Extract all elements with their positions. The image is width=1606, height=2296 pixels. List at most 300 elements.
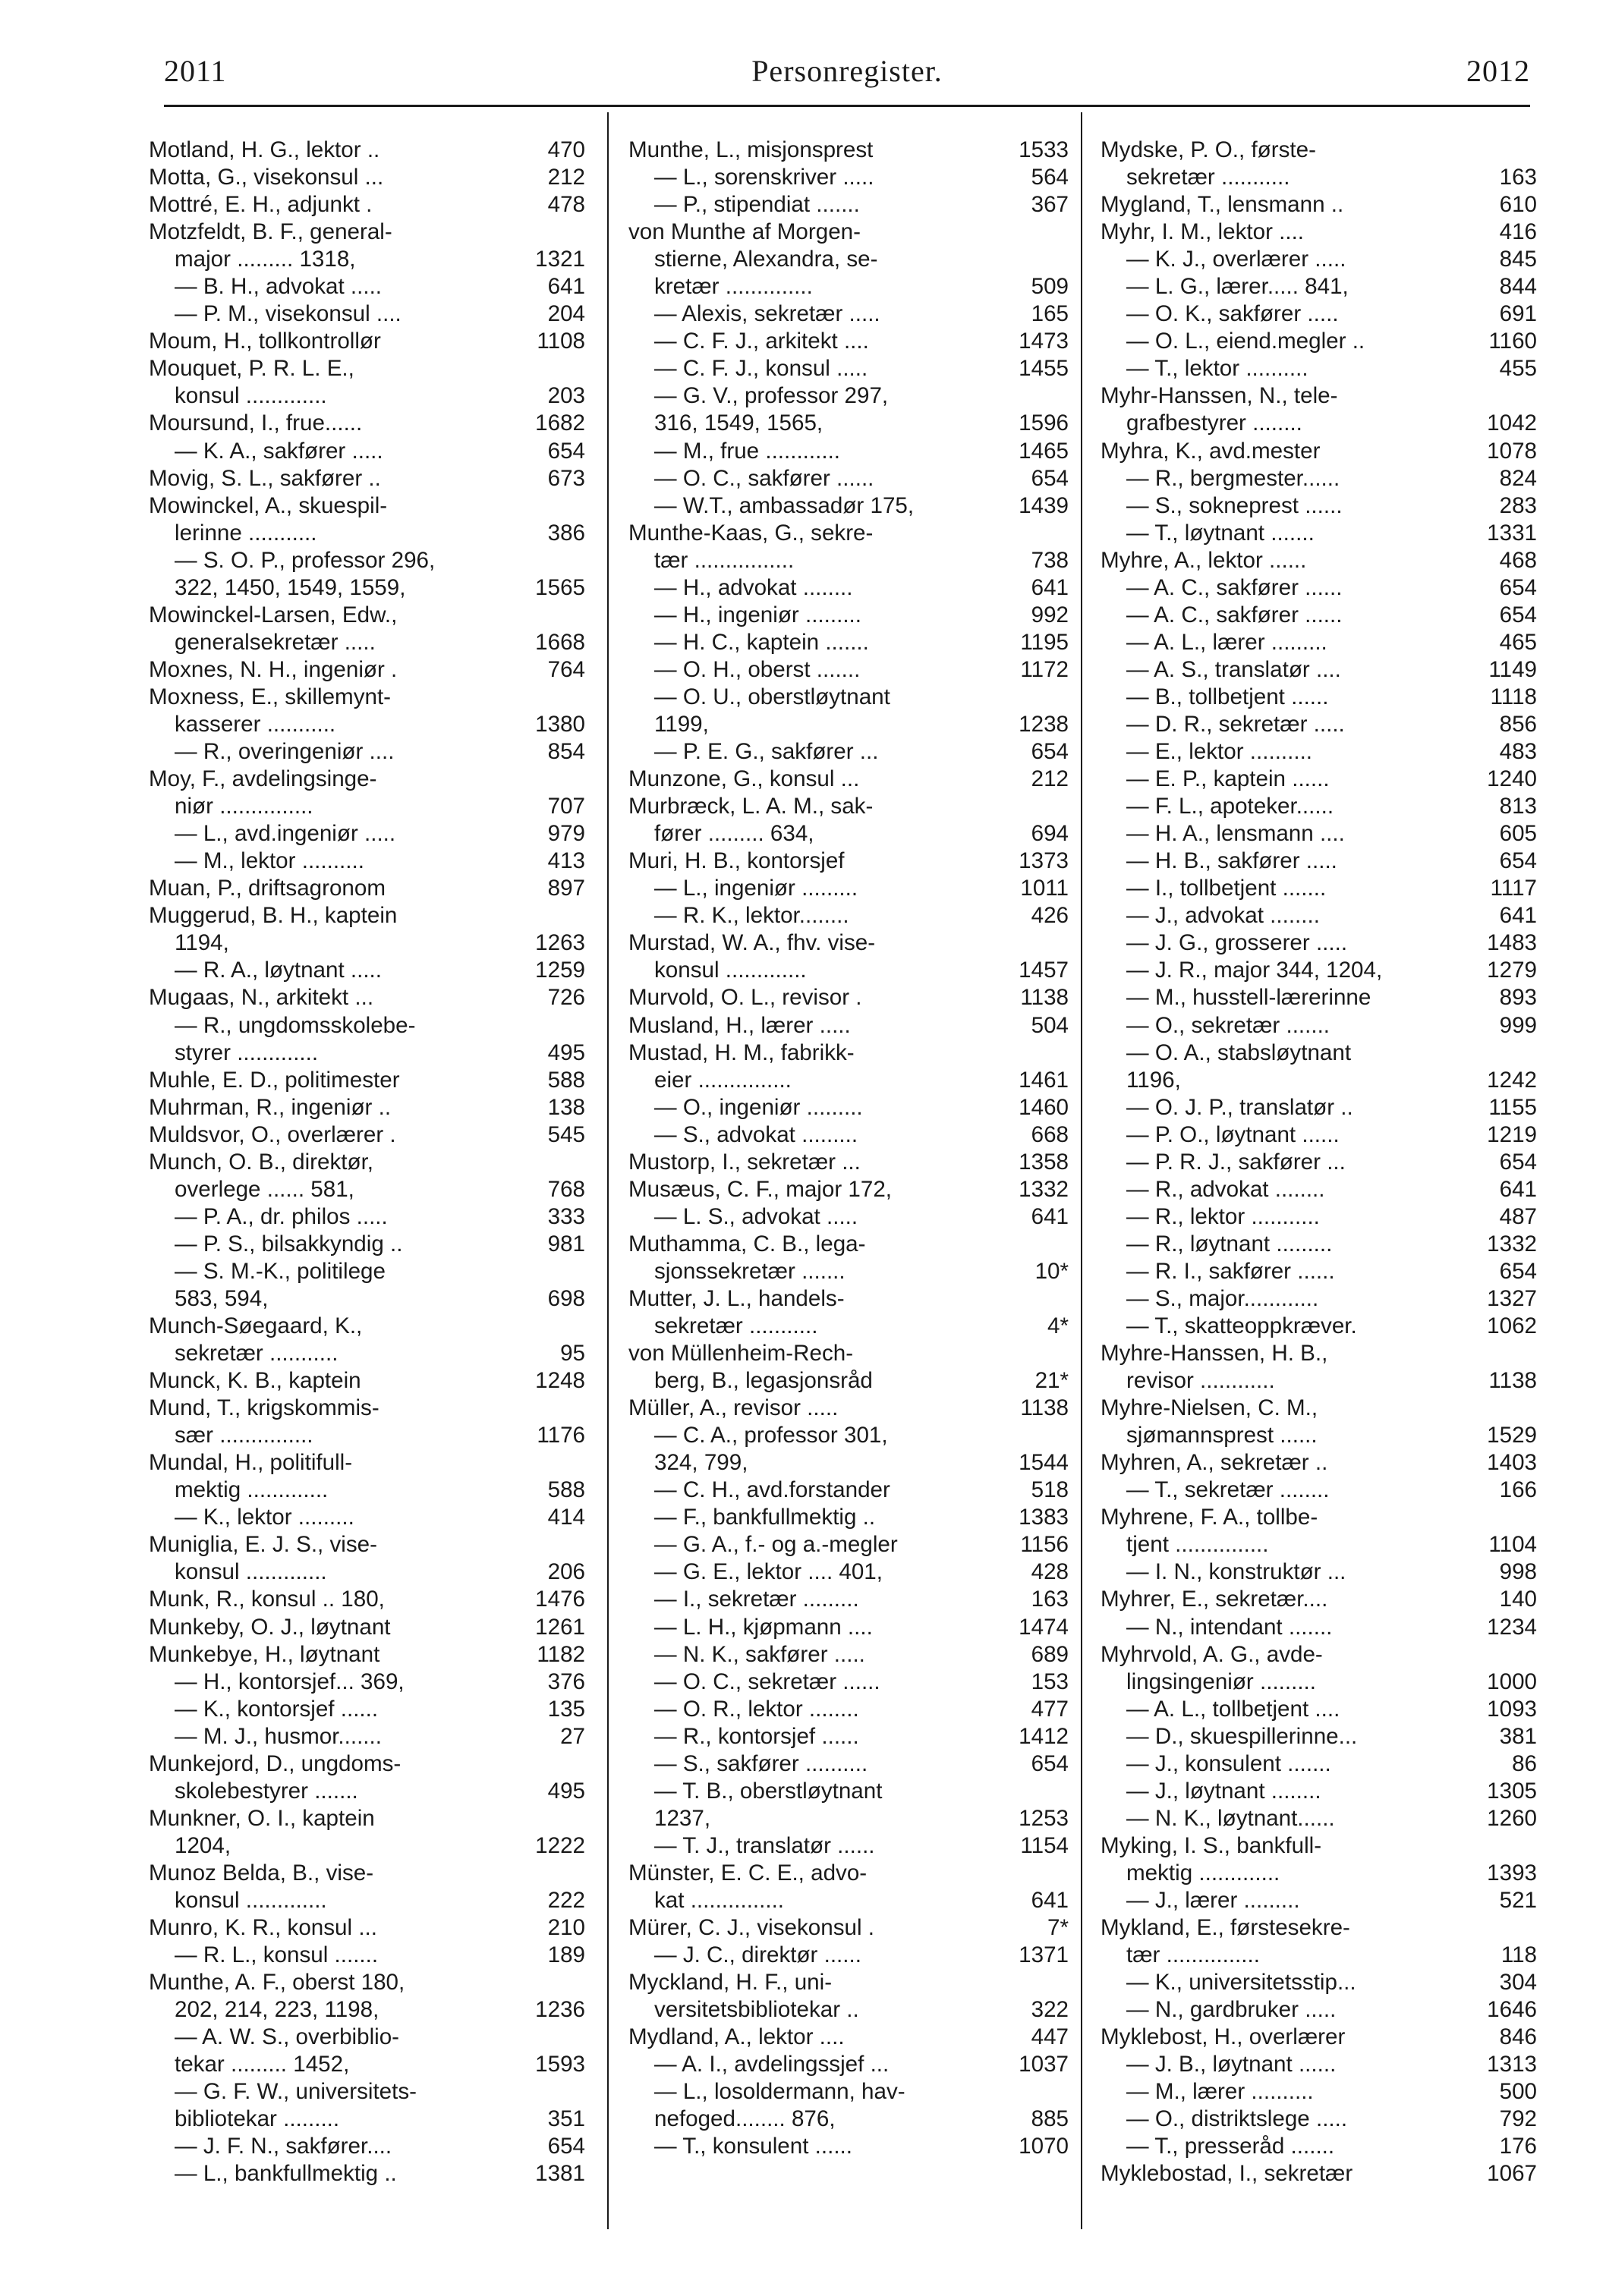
entry-page-number: 206 — [547, 1559, 585, 1585]
entry-page-number: 981 — [547, 1231, 585, 1257]
register-entry — [628, 629, 1069, 656]
register-entry — [628, 738, 1069, 766]
header-rule — [164, 105, 1530, 107]
entry-page-number — [1063, 1969, 1069, 1996]
register-entry — [149, 1367, 585, 1395]
entry-text: — P. E. G., sakfører ... — [654, 739, 879, 765]
register-entry — [1101, 656, 1537, 684]
entry-page-number: 654 — [1031, 739, 1069, 765]
register-entry — [1101, 300, 1537, 328]
entry-text: Mydske, P. O., første- — [1101, 137, 1316, 162]
register-entry — [628, 1094, 1069, 1121]
entry-text: — A. C., sakfører ...... — [1126, 602, 1343, 627]
entry-page-number: 1067 — [1487, 2161, 1537, 2187]
register-entry — [628, 1477, 1069, 1504]
register-entry — [628, 1887, 1069, 1914]
entry-page-number: 1117 — [1490, 876, 1537, 901]
entry-page-number: 668 — [1031, 1121, 1069, 1147]
entry-page-number: 1138 — [1488, 1368, 1537, 1394]
entry-page-number: 654 — [1499, 1149, 1537, 1175]
entry-text: — R., bergmester...... — [1126, 465, 1340, 491]
entry-text: — O. A., stabsløytnant — [1126, 1039, 1352, 1065]
entry-page-number — [1063, 2078, 1069, 2106]
register-entry — [149, 1641, 585, 1669]
register-entry — [149, 1422, 585, 1449]
entry-page-number — [579, 492, 585, 520]
entry-page-number: 1439 — [1019, 492, 1069, 518]
entry-text: revisor ............ — [1126, 1368, 1275, 1394]
entry-text: — O. C., sekretær ...... — [654, 1669, 880, 1694]
entry-text: Myking, I. S., bankfull- — [1101, 1832, 1322, 1858]
register-entry — [149, 1012, 585, 1039]
register-entry — [628, 766, 1069, 793]
entry-page-number: 483 — [1499, 739, 1537, 765]
entry-text: — I., sekretær ......... — [654, 1587, 859, 1612]
entry-text: Myhra, K., avd.mester — [1101, 438, 1321, 464]
entry-page-number: 210 — [547, 1915, 585, 1941]
entry-page-number: 654 — [1499, 602, 1537, 627]
entry-page-number: 654 — [1031, 1750, 1069, 1776]
entry-page-number: 654 — [1499, 1258, 1537, 1284]
entry-page-number: 1460 — [1019, 1094, 1069, 1120]
entry-text: Myhrer, E., sekretær.... — [1101, 1587, 1328, 1612]
entry-page-number: 283 — [1499, 492, 1537, 518]
register-entry — [1101, 382, 1537, 410]
entry-text: fører ......... 634, — [654, 821, 814, 847]
entry-page-number: 689 — [1031, 1641, 1069, 1667]
entry-text: — J. F. N., sakfører.... — [175, 2134, 392, 2159]
register-entry — [1101, 875, 1537, 902]
entry-page-number: 588 — [547, 1067, 585, 1093]
entry-text: mektig ............. — [1126, 1860, 1280, 1886]
entry-text: — O., ingeniør ......... — [654, 1094, 863, 1120]
register-entry — [149, 1449, 585, 1477]
entry-page-number: 1461 — [1019, 1067, 1069, 1093]
entry-text: Motland, H. G., lektor .. — [149, 137, 380, 162]
entry-text: — H., ingeniør ......... — [654, 602, 861, 627]
register-entry — [149, 1231, 585, 1258]
entry-text: 1194, — [175, 930, 229, 956]
entry-text: Munzone, G., konsul ... — [628, 766, 860, 792]
register-entry — [149, 273, 585, 300]
entry-page-number: 386 — [547, 520, 585, 546]
entry-text: Moxnes, N. H., ingeniør . — [149, 656, 398, 682]
entry-page-number: 1465 — [1019, 438, 1069, 464]
entry-text: Mydland, A., lektor .... — [628, 2024, 845, 2050]
entry-page-number: 376 — [547, 1669, 585, 1694]
register-entry — [628, 848, 1069, 875]
register-entry — [1101, 1832, 1537, 1860]
entry-text: — F., bankfullmektig .. — [654, 1505, 876, 1530]
register-entry — [149, 465, 585, 492]
entry-text: — W.T., ambassadør 175, — [654, 492, 915, 518]
entry-page-number: 203 — [547, 383, 585, 409]
register-entry — [1101, 1067, 1537, 1094]
entry-page-number: 1182 — [537, 1641, 585, 1667]
page-header — [164, 53, 1530, 99]
entry-page-number: 1138 — [1020, 1395, 1069, 1421]
register-entry — [628, 1285, 1069, 1313]
register-entry — [1101, 2078, 1537, 2106]
entry-page-number: 641 — [1031, 1888, 1069, 1913]
entry-page-number — [1063, 929, 1069, 957]
entry-page-number: 1000 — [1487, 1669, 1537, 1694]
entry-text: Moum, H., tollkontrollør — [149, 329, 381, 354]
register-entry — [628, 219, 1069, 246]
entry-page-number: 1149 — [1488, 656, 1537, 682]
entry-page-number — [579, 902, 585, 929]
entry-page-number: 86 — [1512, 1750, 1537, 1776]
entry-text: — N. K., sakfører ..... — [654, 1641, 865, 1667]
page-number-left: 2011 — [164, 54, 227, 88]
register-entry — [1101, 1750, 1537, 1778]
register-entry — [1101, 793, 1537, 820]
entry-text: Mugaas, N., arkitekt ... — [149, 985, 374, 1011]
register-entry — [1101, 1203, 1537, 1231]
register-entry — [628, 1176, 1069, 1203]
register-entry — [149, 602, 585, 629]
entry-text: — I. N., konstruktør ... — [1126, 1559, 1346, 1585]
entry-page-number: 212 — [1031, 766, 1069, 792]
register-entry — [628, 1996, 1069, 2024]
entry-text: lerinne ........... — [175, 520, 317, 546]
entry-text: Munthe, A. F., oberst 180, — [149, 1970, 405, 1996]
entry-page-number: 447 — [1031, 2024, 1069, 2050]
register-entry — [628, 300, 1069, 328]
entry-text: — J. R., major 344, 1204, — [1126, 958, 1383, 983]
register-entry — [628, 1805, 1069, 1832]
register-entry — [149, 1258, 585, 1285]
entry-text: — O. K., sakfører ..... — [1126, 301, 1339, 327]
entry-text: — J. B., løytnant ...... — [1126, 2052, 1337, 2077]
entry-page-number: 1118 — [1490, 684, 1537, 709]
entry-text: sær ............... — [175, 1423, 313, 1448]
entry-page-number: 707 — [547, 794, 585, 819]
register-entry — [149, 656, 585, 684]
entry-page-number: 1393 — [1487, 1860, 1537, 1886]
entry-page-number — [1531, 1504, 1537, 1531]
register-entry — [628, 1860, 1069, 1887]
entry-page-number: 521 — [1499, 1888, 1537, 1913]
entry-text: styrer ............. — [175, 1039, 319, 1065]
entry-page-number: 845 — [1499, 247, 1537, 272]
register-entry — [1101, 1313, 1537, 1340]
register-entry — [628, 875, 1069, 902]
entry-text: sjømannsprest ...... — [1126, 1423, 1318, 1448]
entry-text: Moxness, E., skillemynt- — [149, 684, 392, 709]
entry-text: — R. I., sakfører ...... — [1126, 1258, 1335, 1284]
register-entry — [149, 738, 585, 766]
entry-page-number: 1358 — [1019, 1149, 1069, 1175]
entry-page-number: 163 — [1031, 1587, 1069, 1612]
register-entry — [1101, 465, 1537, 492]
register-entry — [1101, 957, 1537, 984]
entry-page-number: 518 — [1031, 1477, 1069, 1503]
entry-text: — T., sekretær ........ — [1126, 1477, 1330, 1503]
register-column-2 — [628, 137, 1069, 2160]
entry-page-number: 1236 — [535, 1997, 585, 2023]
register-entry — [1101, 1996, 1537, 2024]
entry-page-number: 1238 — [1019, 711, 1069, 737]
register-entry — [149, 766, 585, 793]
register-entry — [628, 1914, 1069, 1942]
entry-page-number: 426 — [1031, 903, 1069, 929]
register-entry — [628, 1258, 1069, 1285]
entry-text: Mygland, T., lensmann .. — [1101, 192, 1344, 218]
page-number-right: 2012 — [1466, 54, 1530, 88]
register-entry — [628, 1121, 1069, 1149]
register-entry — [149, 1395, 585, 1422]
entry-page-number: 1253 — [1019, 1805, 1069, 1831]
entry-text: — R., overingeniør .... — [175, 739, 395, 765]
register-entry — [149, 164, 585, 191]
register-entry — [628, 1696, 1069, 1723]
entry-text: — T. B., oberstløytnant — [654, 1778, 883, 1804]
entry-page-number — [1063, 1860, 1069, 1887]
register-column-3 — [1101, 137, 1537, 2188]
entry-page-number: 1383 — [1019, 1505, 1069, 1530]
entry-text: — L., losoldermann, hav- — [654, 2079, 905, 2105]
register-entry — [149, 382, 585, 410]
register-entry — [149, 1094, 585, 1121]
register-entry — [1101, 684, 1537, 711]
register-entry — [1101, 2133, 1537, 2160]
register-entry — [628, 684, 1069, 711]
entry-page-number — [579, 1395, 585, 1422]
entry-page-number — [1063, 219, 1069, 246]
entry-text: Munthe, L., misjonsprest — [628, 137, 874, 162]
entry-text: — H. C., kaptein ....... — [654, 629, 869, 655]
entry-text: — G. A., f.- og a.-megler — [654, 1532, 898, 1558]
entry-text: — S., sakfører .......... — [654, 1750, 868, 1776]
entry-page-number: 367 — [1031, 192, 1069, 218]
entry-page-number: 1176 — [537, 1423, 585, 1448]
entry-text: konsul ............. — [175, 383, 327, 409]
register-entry — [628, 2051, 1069, 2078]
entry-text: — A. I., avdelingssjef ... — [654, 2052, 890, 2077]
entry-page-number: 509 — [1031, 274, 1069, 300]
register-entry — [149, 2078, 585, 2106]
entry-text: Mottré, E. H., adjunkt . — [149, 192, 373, 218]
entry-text: — P. R. J., sakfører ... — [1126, 1149, 1346, 1175]
entry-page-number: 322 — [1031, 1997, 1069, 2023]
register-entry — [628, 1039, 1069, 1067]
register-entry — [628, 711, 1069, 738]
entry-page-number: 844 — [1499, 274, 1537, 300]
entry-page-number: 1240 — [1487, 766, 1537, 792]
register-entry — [628, 1750, 1069, 1778]
register-entry — [1101, 520, 1537, 547]
register-entry — [628, 1367, 1069, 1395]
register-entry — [628, 465, 1069, 492]
entry-page-number: 165 — [1031, 301, 1069, 327]
entry-page-number — [1063, 684, 1069, 711]
entry-page-number: 381 — [1499, 1723, 1537, 1749]
register-entry — [149, 1969, 585, 1996]
register-entry — [149, 1504, 585, 1531]
entry-page-number: 495 — [547, 1039, 585, 1065]
register-entry — [149, 957, 585, 984]
register-entry — [1101, 1558, 1537, 1586]
entry-text: Muthamma, C. B., lega- — [628, 1231, 866, 1257]
entry-page-number: 1070 — [1019, 2134, 1069, 2159]
entry-page-number — [579, 602, 585, 629]
entry-text: Münster, E. C. E., advo- — [628, 1860, 868, 1886]
register-entry — [1101, 1887, 1537, 1914]
entry-text: Myhr-Hanssen, N., tele- — [1101, 383, 1338, 409]
entry-text: — C. F. J., konsul ..... — [654, 356, 868, 382]
entry-page-number: 979 — [547, 821, 585, 847]
entry-page-number: 1155 — [1488, 1094, 1537, 1120]
entry-text: mektig ............. — [175, 1477, 329, 1503]
entry-text: Mundal, H., politifull- — [149, 1450, 353, 1476]
entry-page-number: 455 — [1499, 356, 1537, 382]
entry-page-number — [1063, 1778, 1069, 1805]
entry-text: — R. L., konsul ....... — [175, 1942, 379, 1968]
entry-page-number — [579, 547, 585, 574]
register-entry — [149, 793, 585, 820]
entry-page-number — [579, 1531, 585, 1558]
register-entry — [628, 1558, 1069, 1586]
register-entry — [628, 164, 1069, 191]
entry-text: — C. H., avd.forstander — [654, 1477, 890, 1503]
register-entry — [149, 1203, 585, 1231]
entry-text: Muggerud, B. H., kaptein — [149, 903, 398, 929]
entry-page-number: 768 — [547, 1176, 585, 1202]
entry-text: Moy, F., avdelingsinge- — [149, 766, 377, 792]
entry-text: Munch-Søegaard, K., — [149, 1313, 363, 1339]
entry-page-number: 414 — [547, 1505, 585, 1530]
entry-page-number: 4* — [1047, 1313, 1069, 1339]
register-entry — [149, 246, 585, 273]
entry-page-number: 1565 — [535, 574, 585, 600]
entry-page-number: 1154 — [1020, 1832, 1069, 1858]
entry-page-number — [1063, 382, 1069, 410]
register-entry — [149, 1176, 585, 1203]
entry-page-number — [1063, 1422, 1069, 1449]
entry-page-number: 1260 — [1487, 1805, 1537, 1831]
register-entry — [628, 382, 1069, 410]
entry-page-number: 654 — [1031, 465, 1069, 491]
register-entry — [1101, 738, 1537, 766]
entry-page-number: 1544 — [1019, 1450, 1069, 1476]
register-entry — [149, 2024, 585, 2051]
entry-page-number: 1222 — [535, 1832, 585, 1858]
entry-text: — A. L., lærer ......... — [1126, 629, 1327, 655]
entry-text: Myhre-Nielsen, C. M., — [1101, 1395, 1318, 1421]
entry-page-number: 1593 — [535, 2052, 585, 2077]
register-entry — [1101, 137, 1537, 164]
entry-text: — Alexis, sekretær ..... — [654, 301, 880, 327]
register-entry — [149, 300, 585, 328]
entry-page-number — [1531, 1641, 1537, 1669]
entry-text: eier ............... — [654, 1067, 792, 1093]
entry-text: — P. M., visekonsul .... — [175, 301, 402, 327]
register-entry — [628, 137, 1069, 164]
entry-text: Munch, O. B., direktør, — [149, 1149, 374, 1175]
register-entry — [1101, 191, 1537, 219]
register-entry — [1101, 848, 1537, 875]
entry-page-number: 824 — [1499, 465, 1537, 491]
entry-text: Munkebye, H., løytnant — [149, 1641, 380, 1667]
entry-page-number: 1219 — [1487, 1121, 1537, 1147]
register-entry — [628, 793, 1069, 820]
register-entry — [1101, 273, 1537, 300]
entry-page-number: 204 — [547, 301, 585, 327]
entry-page-number: 605 — [1499, 821, 1537, 847]
register-entry — [628, 1641, 1069, 1669]
register-entry — [628, 191, 1069, 219]
register-entry — [149, 1750, 585, 1778]
entry-page-number — [1063, 520, 1069, 547]
entry-text: 1204, — [175, 1832, 231, 1858]
register-entry — [628, 957, 1069, 984]
entry-text: overlege ...... 581, — [175, 1176, 354, 1202]
register-entry — [149, 1285, 585, 1313]
register-entry — [628, 520, 1069, 547]
entry-text: — J., lærer ......... — [1126, 1888, 1300, 1913]
entry-text: Murstad, W. A., fhv. vise- — [628, 930, 876, 956]
entry-text: — K., kontorsjef ...... — [175, 1696, 379, 1722]
entry-text: 316, 1549, 1565, — [654, 410, 823, 436]
entry-page-number: 998 — [1499, 1559, 1537, 1585]
entry-page-number: 495 — [547, 1778, 585, 1804]
entry-text: 1237, — [654, 1805, 711, 1831]
entry-page-number: 856 — [1499, 711, 1537, 737]
entry-page-number: 1104 — [1488, 1532, 1537, 1558]
entry-text: grafbestyrer ........ — [1126, 410, 1302, 436]
register-entry — [1101, 1641, 1537, 1669]
entry-text: Mustorp, I., sekretær ... — [628, 1149, 861, 1175]
register-entry — [628, 547, 1069, 574]
entry-page-number — [1063, 1231, 1069, 1258]
entry-text: Muhle, E. D., politimester — [149, 1067, 400, 1093]
entry-text: — R., advokat ........ — [1126, 1176, 1325, 1202]
entry-page-number — [579, 1449, 585, 1477]
entry-text: Muan, P., driftsagronom — [149, 876, 386, 901]
entry-text: — G. V., professor 297, — [654, 383, 889, 409]
entry-text: Muldsvor, O., overlærer . — [149, 1121, 396, 1147]
register-entry — [628, 246, 1069, 273]
entry-text: Mowinckel, A., skuespil- — [149, 492, 388, 518]
entry-page-number — [579, 1750, 585, 1778]
register-entry — [149, 574, 585, 602]
entry-text: nefoged........ 876, — [654, 2106, 836, 2132]
entry-text: von Munthe af Morgen- — [628, 219, 861, 245]
entry-page-number: 545 — [547, 1121, 585, 1147]
entry-page-number: 140 — [1499, 1587, 1537, 1612]
register-entry — [628, 984, 1069, 1011]
register-entry — [1101, 1942, 1537, 1969]
entry-page-number: 641 — [1499, 903, 1537, 929]
entry-page-number: 654 — [547, 2134, 585, 2159]
register-entry — [1101, 711, 1537, 738]
register-entry — [149, 438, 585, 465]
entry-text: konsul ............. — [175, 1559, 327, 1585]
entry-text: — E., lektor .......... — [1126, 739, 1313, 765]
entry-page-number: 1248 — [535, 1368, 585, 1394]
entry-page-number — [1531, 1395, 1537, 1422]
register-entry — [149, 1669, 585, 1696]
register-entry — [149, 1832, 585, 1860]
entry-text: — N., gardbruker ..... — [1126, 1997, 1337, 2023]
entry-page-number: 813 — [1499, 794, 1537, 819]
entry-page-number: 504 — [1031, 1012, 1069, 1038]
entry-page-number — [579, 1805, 585, 1832]
register-entry — [1101, 2024, 1537, 2051]
entry-page-number — [1531, 1914, 1537, 1942]
entry-text: sekretær ........... — [175, 1341, 339, 1367]
